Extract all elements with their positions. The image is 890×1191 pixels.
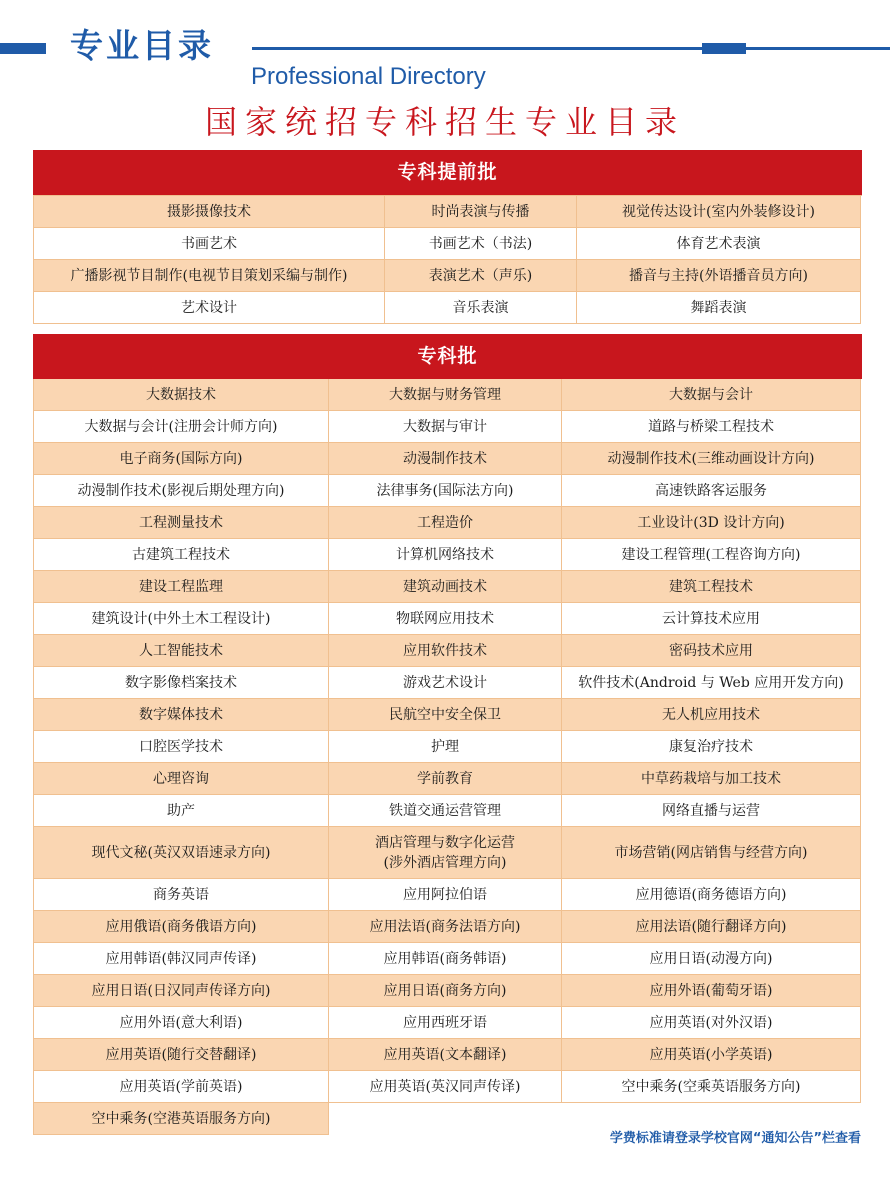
- major-cell: 数字媒体技术: [34, 699, 329, 731]
- major-cell: 时尚表演与传播: [385, 196, 577, 228]
- major-cell: 商务英语: [34, 879, 329, 911]
- major-cell: 艺术设计: [34, 292, 385, 324]
- major-cell: 应用软件技术: [329, 635, 562, 667]
- tuition-footnote: 学费标准请登录学校官网“通知公告”栏查看: [609, 1131, 861, 1146]
- major-cell: 应用法语(随行翻译方向): [562, 911, 861, 943]
- regular-batch-section: [33, 334, 862, 1135]
- major-cell: 口腔医学技术: [34, 731, 329, 763]
- major-cell: 应用英语(对外汉语): [562, 1007, 861, 1039]
- major-cell: 应用德语(商务德语方向): [562, 879, 861, 911]
- regular-batch-table: [33, 379, 862, 1135]
- major-cell: 建设工程监理: [34, 571, 329, 603]
- major-cell: 软件技术(Android 与 Web 应用开发方向): [562, 667, 861, 699]
- major-cell: 应用外语(葡萄牙语): [562, 975, 861, 1007]
- major-cell: 舞蹈表演: [577, 292, 861, 324]
- major-cell: 建筑动画技术: [329, 571, 562, 603]
- major-cell: 应用英语(随行交替翻译): [34, 1039, 329, 1071]
- major-cell: 游戏艺术设计: [329, 667, 562, 699]
- major-cell: 视觉传达设计(室内外装修设计): [577, 196, 861, 228]
- major-cell: 应用英语(小学英语): [562, 1039, 861, 1071]
- directory-title: 国家统招专科招生专业目录: [204, 103, 685, 141]
- major-cell: 人工智能技术: [34, 635, 329, 667]
- major-cell: 动漫制作技术: [329, 443, 562, 475]
- major-cell: 无人机应用技术: [562, 699, 861, 731]
- major-cell: 网络直播与运营: [562, 795, 861, 827]
- page-subtitle: Professional Directory: [251, 63, 486, 90]
- early-batch-heading: 专科提前批: [33, 150, 862, 195]
- major-cell: 云计算技术应用: [562, 603, 861, 635]
- major-cell: 助产: [34, 795, 329, 827]
- major-cell: 应用韩语(韩汉同声传译): [34, 943, 329, 975]
- major-cell: 酒店管理与数字化运营 (涉外酒店管理方向): [329, 827, 562, 879]
- major-cell: 应用外语(意大利语): [34, 1007, 329, 1039]
- major-cell: 古建筑工程技术: [34, 539, 329, 571]
- major-cell: 动漫制作技术(三维动画设计方向): [562, 443, 861, 475]
- major-cell: 大数据与财务管理: [329, 379, 562, 411]
- major-cell: 空中乘务(空乘英语服务方向): [562, 1071, 861, 1103]
- major-cell: 书画艺术: [34, 228, 385, 260]
- major-cell: 物联网应用技术: [329, 603, 562, 635]
- major-cell: 建筑工程技术: [562, 571, 861, 603]
- major-cell: 应用英语(英汉同声传译): [329, 1071, 562, 1103]
- major-cell: 密码技术应用: [562, 635, 861, 667]
- major-cell: 动漫制作技术(影视后期处理方向): [34, 475, 329, 507]
- major-cell: 空中乘务(空港英语服务方向): [34, 1103, 329, 1135]
- major-cell: 护理: [329, 731, 562, 763]
- major-cell: 工业设计(3D 设计方向): [562, 507, 861, 539]
- major-cell: 应用英语(文本翻译): [329, 1039, 562, 1071]
- major-cell: 工程测量技术: [34, 507, 329, 539]
- early-batch-table: [33, 195, 862, 324]
- major-cell: 表演艺术（声乐): [385, 260, 577, 292]
- header-rule: [252, 47, 890, 50]
- major-cell: 计算机网络技术: [329, 539, 562, 571]
- major-cell: 中草药栽培与加工技术: [562, 763, 861, 795]
- major-cell: 大数据技术: [34, 379, 329, 411]
- regular-batch-heading: 专科批: [33, 334, 862, 379]
- early-batch-section: [33, 150, 862, 324]
- major-cell: 铁道交通运营管理: [329, 795, 562, 827]
- major-cell: 心理咨询: [34, 763, 329, 795]
- major-cell: 体育艺术表演: [577, 228, 861, 260]
- major-cell: 应用法语(商务法语方向): [329, 911, 562, 943]
- page-title: 专业目录: [70, 26, 214, 65]
- major-cell: 法律事务(国际法方向): [329, 475, 562, 507]
- major-cell: 应用韩语(商务韩语): [329, 943, 562, 975]
- major-cell: 工程造价: [329, 507, 562, 539]
- major-cell: 建设工程管理(工程咨询方向): [562, 539, 861, 571]
- major-cell: 音乐表演: [385, 292, 577, 324]
- major-cell: 应用日语(动漫方向): [562, 943, 861, 975]
- major-cell: 市场营销(网店销售与经营方向): [562, 827, 861, 879]
- major-cell: 大数据与审计: [329, 411, 562, 443]
- major-cell: 电子商务(国际方向): [34, 443, 329, 475]
- major-cell: 应用日语(日汉同声传译方向): [34, 975, 329, 1007]
- header-rule-block: [702, 43, 746, 54]
- major-cell: 道路与桥梁工程技术: [562, 411, 861, 443]
- major-cell: 应用阿拉伯语: [329, 879, 562, 911]
- major-cell: 大数据与会计(注册会计师方向): [34, 411, 329, 443]
- major-cell: 数字影像档案技术: [34, 667, 329, 699]
- major-cell: 民航空中安全保卫: [329, 699, 562, 731]
- major-cell: 应用英语(学前英语): [34, 1071, 329, 1103]
- major-cell: 大数据与会计: [562, 379, 861, 411]
- major-cell: 应用日语(商务方向): [329, 975, 562, 1007]
- major-cell: 书画艺术（书法): [385, 228, 577, 260]
- major-cell: 学前教育: [329, 763, 562, 795]
- major-cell: 广播影视节目制作(电视节目策划采编与制作): [34, 260, 385, 292]
- header-left-bar: [0, 43, 46, 54]
- major-cell: 摄影摄像技术: [34, 196, 385, 228]
- major-cell: 现代文秘(英汉双语速录方向): [34, 827, 329, 879]
- major-cell: 播音与主持(外语播音员方向): [577, 260, 861, 292]
- major-cell: 应用西班牙语: [329, 1007, 562, 1039]
- major-cell: 应用俄语(商务俄语方向): [34, 911, 329, 943]
- major-cell: 高速铁路客运服务: [562, 475, 861, 507]
- major-cell: 康复治疗技术: [562, 731, 861, 763]
- major-cell: 建筑设计(中外土木工程设计): [34, 603, 329, 635]
